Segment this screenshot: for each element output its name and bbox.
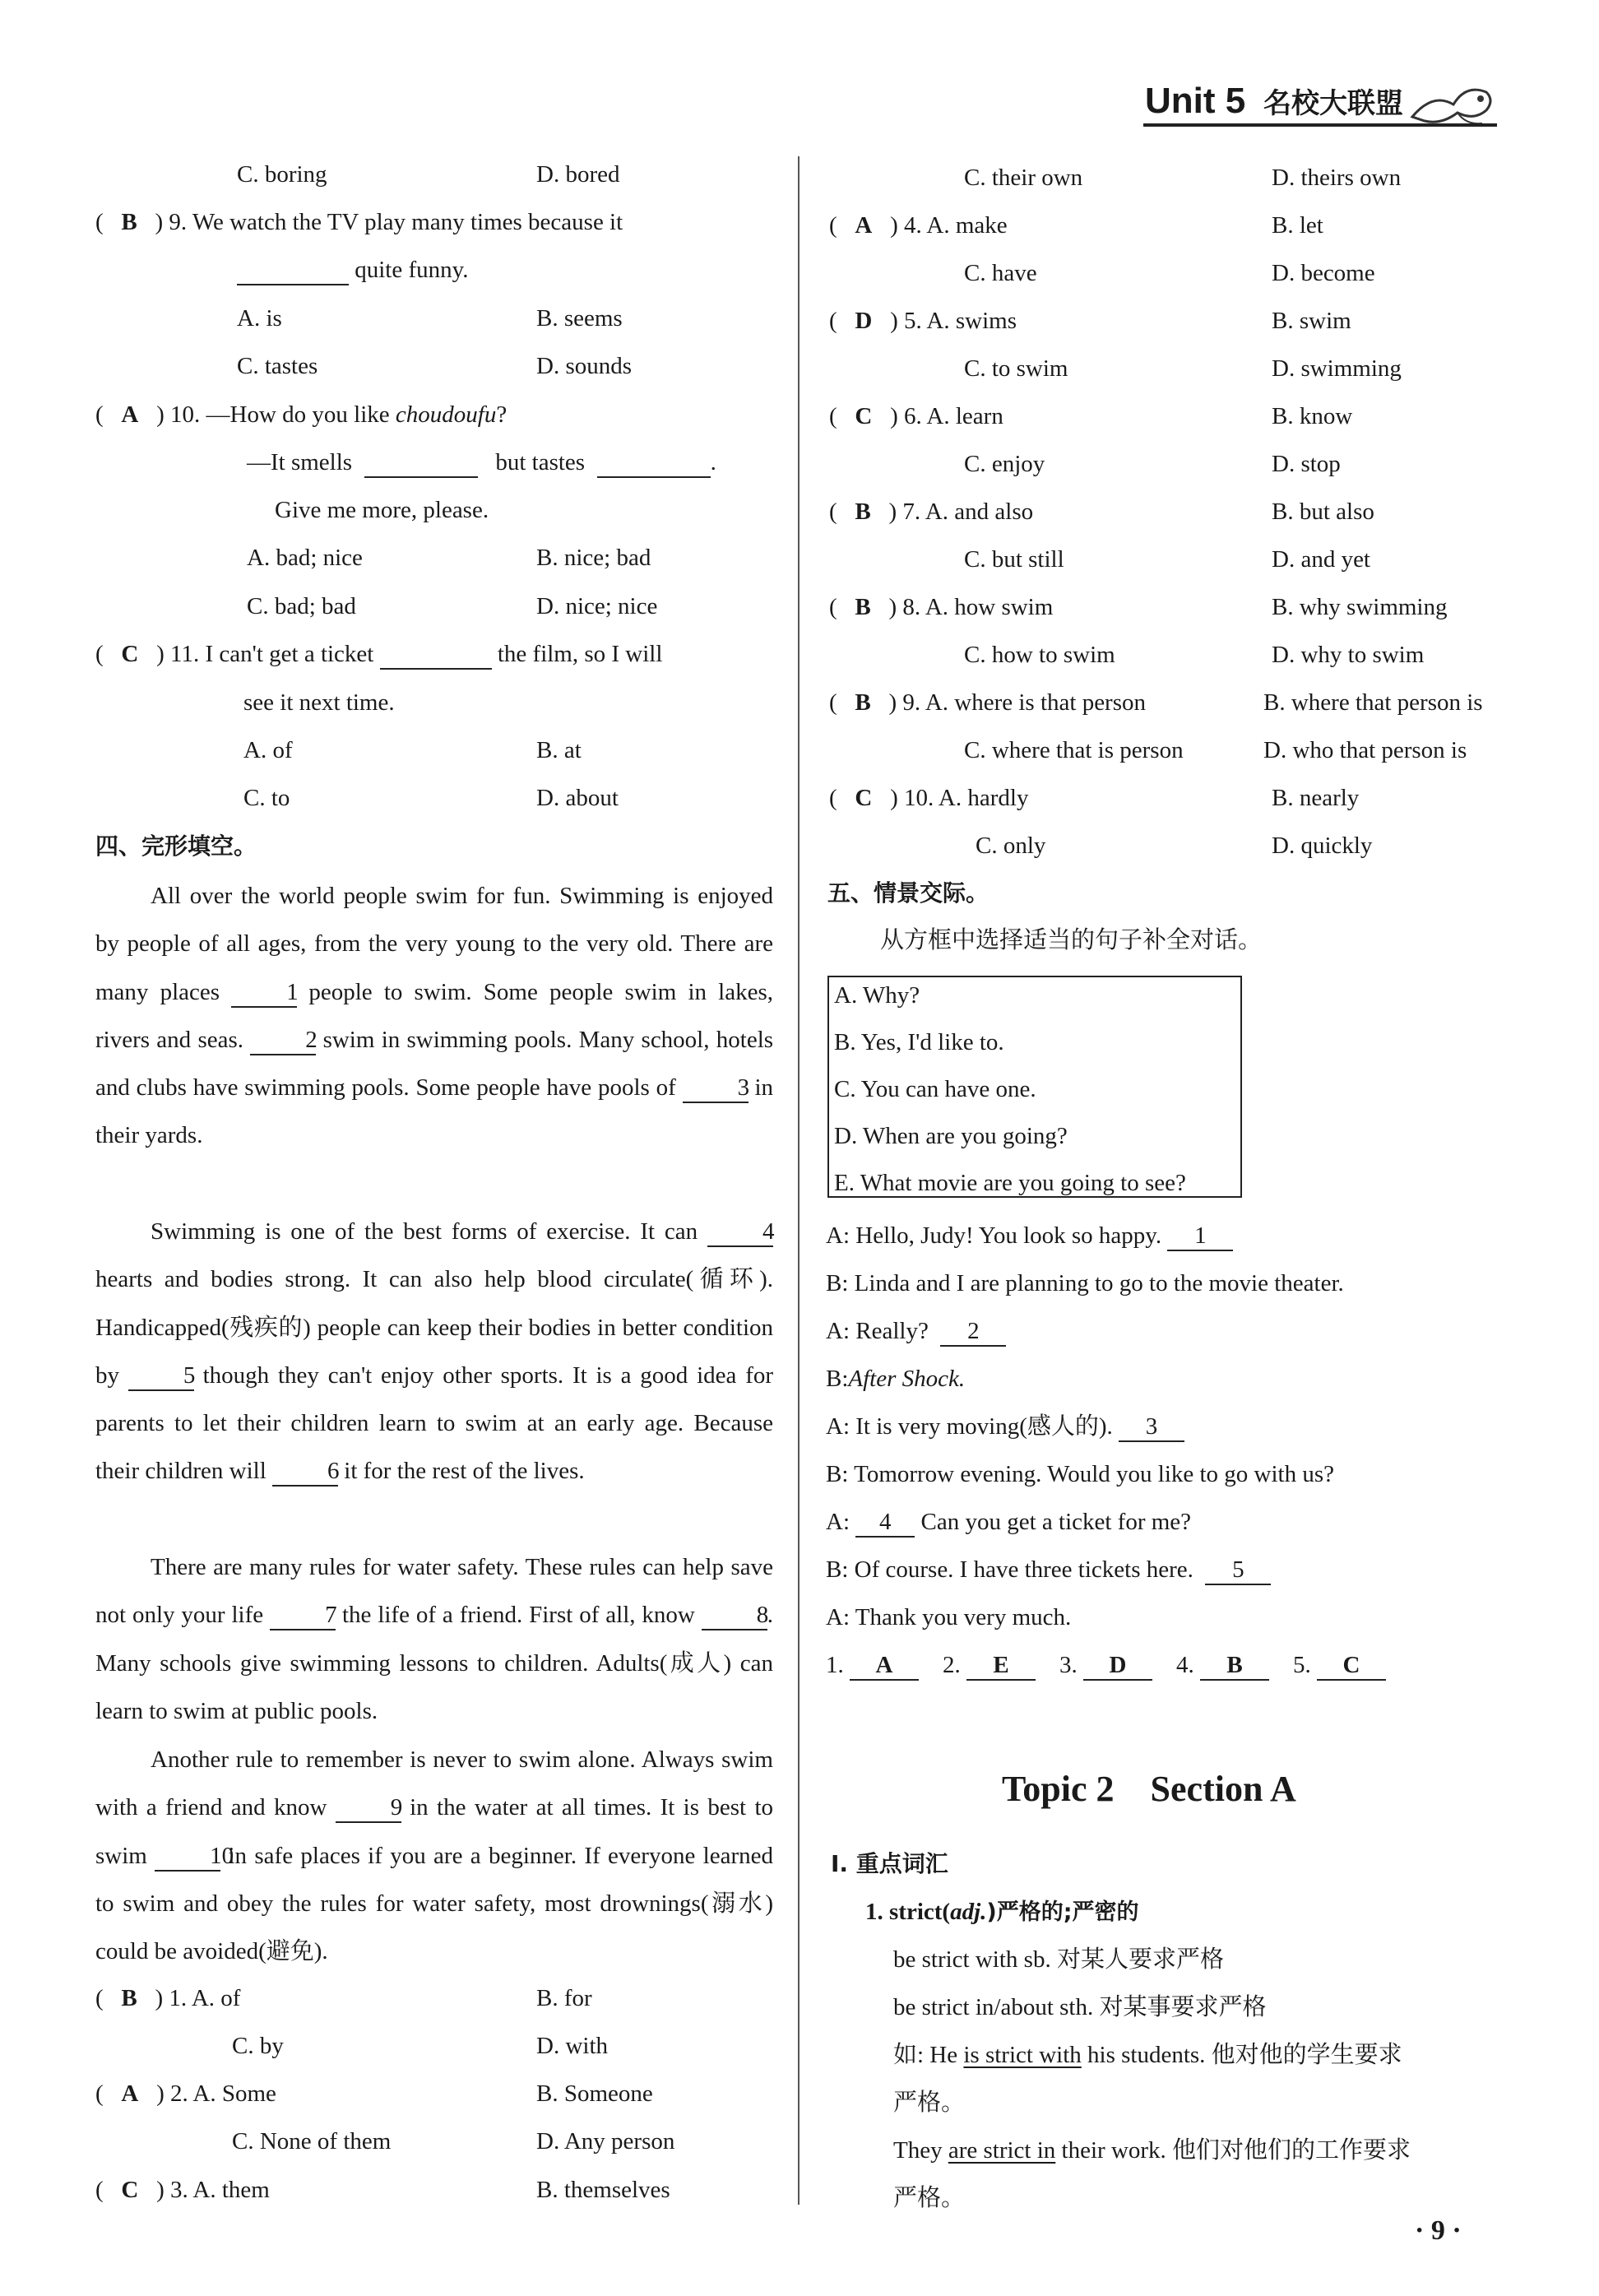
cloze-q9-answer: B (855, 689, 871, 716)
q10-stem2a: —It smells (247, 449, 353, 475)
vocab-line-2: be strict in/about sth. 对某事要求严格 (893, 1994, 1267, 2020)
cloze-q1: ( B ) 1. A. of (95, 1985, 241, 2011)
cloze-q6-option-b: B. know (1272, 403, 1353, 429)
cloze-q9-option-d: D. who that person is (1263, 737, 1467, 763)
cloze-q1-answer: B (121, 1985, 137, 2011)
vocab-example-1: 如: He is strict with his students. 他对他的学生要求 (893, 2042, 1402, 2068)
option-e: E. What movie are you going to see? (834, 1170, 1186, 1196)
cloze-paragraph-4: Another rule to remember is never to swim alone. Always swim with a friend and know 9 in the water at all times. It is best to swim 10 in safe places if you are a beginner. If everyone learned to swim and obey the rules for water safety, most drownings(溺水) could be avoided(避免). (95, 1746, 774, 1965)
dialogue-answer-2: E (966, 1651, 1036, 1681)
q9-option-a: A. is (237, 305, 282, 332)
vocab-heading: Ⅰ. 重点词汇 (831, 1850, 948, 1877)
dialogue-blank-2: 2 (940, 1317, 1006, 1347)
header-unit: Unit 5 (1145, 81, 1246, 121)
cloze-blank-1: 1 (231, 978, 297, 1008)
cloze-q10-option-b: B. nearly (1272, 785, 1360, 811)
cloze-paragraph-2: Swimming is one of the best forms of exercise. It can 4 hearts and bodies strong. It can also help blood circulate(循环). Handicapped(残疾的) people can keep their bodies in better condition by 5 though they can't enjoy other sports. It is a good idea for parents to let their children learn to swim at an early age. Because their children will 6 it for the rest of the lives. (95, 1208, 773, 1496)
cloze-q5-answer: D (855, 308, 873, 334)
q10-stem-end: ? (496, 401, 508, 428)
vocab-example-2: They are strict in their work. 他们对他们的工作要求 (893, 2137, 1411, 2164)
topic-title: Topic 2 Section A (1002, 1769, 1296, 1809)
q10-stem: ( A ) 10. —How do you like choudoufu? (95, 401, 508, 428)
cloze-q6-option-d: D. stop (1272, 451, 1341, 477)
cloze-blank-9: 9 (336, 1793, 401, 1823)
dialogue-line-9: A: Thank you very much. (826, 1604, 1072, 1630)
cloze-q6: ( C ) 6. A. learn (829, 403, 1003, 429)
q9-option-b: B. seems (536, 305, 623, 332)
header-rule (1143, 123, 1497, 127)
option-a: A. Why? (834, 982, 920, 1009)
dialogue-line-2: B: Linda and I are planning to go to the movie theater. (826, 1270, 1344, 1296)
cloze-q3-option-b: B. themselves (536, 2177, 670, 2203)
q9-stem-line2 (237, 253, 469, 286)
cloze-q8-option-c: C. how to swim (964, 642, 1115, 668)
cloze-q8-option-b: B. why swimming (1272, 594, 1448, 620)
q9-stem: ( B ) 9. We watch the TV play many times because it (95, 209, 623, 235)
cloze-blank-10: 10 (155, 1842, 220, 1872)
q11-answer: C (121, 641, 139, 667)
q10-stem-text: ) 10. —How do you like (156, 401, 390, 428)
cloze-q5-option-c: C. to swim (964, 355, 1068, 382)
cloze-q4-answer: A (855, 212, 873, 239)
cloze-blank-3: 3 (683, 1074, 749, 1103)
q11-stem-line2: see it next time. (243, 689, 395, 716)
q10-stem-line3: Give me more, please. (275, 497, 489, 523)
q10-option-c: C. bad; bad (247, 593, 356, 619)
dialogue-answer-5: C (1317, 1651, 1386, 1681)
dialogue-line-7: A: 4 Can you get a ticket for me? (826, 1505, 1191, 1538)
cloze-q10-option-d: D. quickly (1272, 833, 1373, 859)
vocab-example-1-cont: 严格。 (893, 2090, 966, 2116)
cloze-q8-option-d: D. why to swim (1272, 642, 1425, 668)
dialogue-answer-4: B (1200, 1651, 1269, 1681)
q8-option-c: C. boring (237, 161, 327, 188)
dialogue-line-1: A: Hello, Judy! You look so happy. 1 (826, 1219, 1233, 1252)
q10-stem-italic: choudoufu (395, 401, 497, 428)
dialogue-answer-3: D (1083, 1651, 1152, 1681)
dialogue-blank-5: 5 (1205, 1556, 1271, 1585)
header-series: 名校大联盟 (1263, 87, 1403, 120)
dialogue-answer-1: A (850, 1651, 919, 1681)
dialogue-blank-1: 1 (1167, 1222, 1233, 1251)
cloze-q5: ( D ) 5. A. swims (829, 308, 1017, 334)
dialogue-blank-4: 4 (855, 1508, 915, 1538)
cloze-q1-option-c: C. by (232, 2033, 284, 2059)
q11-option-d: D. about (536, 785, 619, 811)
option-b: B. Yes, I'd like to. (834, 1029, 1004, 1055)
option-d: D. When are you going? (834, 1123, 1068, 1149)
blank (237, 256, 349, 285)
cloze-q2: ( A ) 2. A. Some (95, 2080, 276, 2107)
cloze-q2-answer: A (121, 2080, 139, 2107)
q11-option-b: B. at (536, 737, 582, 763)
cloze-q10: ( C ) 10. A. hardly (829, 785, 1029, 811)
cloze-blank-4: 4 (707, 1218, 773, 1247)
q9-answer: B (121, 209, 137, 235)
option-c: C. You can have one. (834, 1076, 1036, 1102)
dialogue-line-3: A: Really? 2 (826, 1315, 1006, 1347)
cloze-q10-answer: C (855, 785, 873, 811)
q9-stem-text: ) 9. We watch the TV play many times because it (155, 209, 623, 235)
cloze-q8: ( B ) 8. A. how swim (829, 594, 1054, 620)
vocab-line-1: be strict with sb. 对某人要求严格 (893, 1946, 1224, 1973)
cloze-q9-option-c: C. where that is person (964, 737, 1184, 763)
cloze-paragraph-1: All over the world people swim for fun. Swimming is enjoyed by people of all ages, from the very young to the very old. There are many places 1 people to swim. Some people swim in lakes, rivers and seas. 2 swim in swimming pools. Many school, hotels and clubs have swimming pools. Some people have pools of 3 in their yards. (95, 883, 774, 1149)
cloze-q7-option-b: B. but also (1272, 499, 1374, 525)
dialogue-answers: 1. A 2. E 3. D 4. B 5. C (826, 1649, 1386, 1681)
q11-stem-text-b: the film, so I will (497, 641, 663, 667)
cloze-q7: ( B ) 7. A. and also (829, 499, 1034, 525)
dialogue-heading: 五、情景交际。 (827, 879, 990, 907)
cloze-blank-2: 2 (250, 1026, 316, 1055)
q11-stem-text: ) 11. I can't get a ticket (156, 641, 374, 667)
cloze-q2-option-c: C. None of them (232, 2128, 392, 2155)
cloze-q8-answer: B (855, 594, 871, 620)
dialogue-blank-3: 3 (1119, 1412, 1184, 1442)
q10-stem2b: but tastes (495, 449, 586, 475)
q9-option-d: D. sounds (536, 353, 633, 379)
cloze-q3: ( C ) 3. A. them (95, 2177, 270, 2203)
q10-stem-line2: —It smells but tastes . (247, 446, 716, 479)
page-number: · 9 · (1415, 2215, 1462, 2246)
dialogue-line-8: B: Of course. I have three tickets here. 5 (826, 1553, 1271, 1586)
cloze-q1-option-d: D. with (536, 2033, 608, 2059)
q10-option-a: A. bad; nice (247, 545, 363, 571)
cloze-q6-option-c: C. enjoy (964, 451, 1045, 477)
q11-option-a: A. of (243, 737, 293, 763)
dialogue-line-6: B: Tomorrow evening. Would you like to go with us? (826, 1461, 1335, 1487)
cloze-q7-answer: B (855, 499, 871, 525)
cloze-q9: ( B ) 9. A. where is that person (829, 689, 1147, 716)
cloze-q3-answer: C (121, 2177, 139, 2203)
cloze-q4-option-d: D. become (1272, 260, 1375, 286)
dialogue-line-5: A: It is very moving(感人的). 3 (826, 1410, 1184, 1443)
cloze-q3-option-d: D. theirs own (1272, 165, 1402, 191)
cloze-q7-option-c: C. but still (964, 546, 1064, 573)
vocab-example-2-cont: 严格。 (893, 2185, 966, 2211)
cloze-q4-option-b: B. let (1272, 212, 1323, 239)
cloze-q2-option-d: D. Any person (536, 2128, 675, 2155)
cloze-q3-option-c: C. their own (964, 165, 1083, 191)
cloze-q6-answer: C (855, 403, 873, 429)
cloze-blank-8: 8 (702, 1601, 767, 1630)
blank (380, 640, 492, 670)
cloze-q9-option-b: B. where that person is (1263, 689, 1483, 716)
vocab-item-strict: 1. strict(adj.)严格的;严密的 (865, 1899, 1139, 1925)
dialogue-line-4: B:After Shock. (826, 1366, 966, 1392)
cloze-q5-option-d: D. swimming (1272, 355, 1402, 382)
q8-option-d: D. bored (536, 161, 620, 188)
cloze-paragraph-3: There are many rules for water safety. These rules can help save not only your life 7 the life of a friend. First of all, know 8. Many schools give swimming lessons to children. Adults(成人) can learn to swim at public pools. (95, 1554, 774, 1724)
q11-stem: ( C ) 11. I can't get a ticket the film, so I will (95, 638, 662, 670)
cloze-q4: ( A ) 4. A. make (829, 212, 1008, 239)
cloze-q1-option-b: B. for (536, 1985, 592, 2011)
cloze-q4-option-c: C. have (964, 260, 1037, 286)
blank (364, 448, 478, 478)
cloze-blank-5: 5 (128, 1361, 194, 1391)
column-divider (798, 156, 800, 2205)
cloze-blank-6: 6 (272, 1457, 338, 1487)
q9-option-c: C. tastes (237, 353, 318, 379)
movie-title: After Shock. (848, 1366, 966, 1392)
q10-answer: A (121, 401, 139, 428)
cloze-blank-7: 7 (270, 1601, 336, 1630)
dragon-ornament-icon (1408, 76, 1499, 128)
cloze-q2-option-b: B. Someone (536, 2080, 653, 2107)
dialogue-instruction: 从方框中选择适当的句子补全对话。 (880, 925, 1263, 953)
q9-stem-text2: quite funny. (355, 257, 469, 283)
q10-option-d: D. nice; nice (536, 593, 658, 619)
cloze-q10-option-c: C. only (976, 833, 1046, 859)
cloze-heading: 四、完形填空。 (95, 833, 257, 860)
cloze-q5-option-b: B. swim (1272, 308, 1351, 334)
cloze-q7-option-d: D. and yet (1272, 546, 1370, 573)
q11-option-c: C. to (243, 785, 290, 811)
q10-option-b: B. nice; bad (536, 545, 651, 571)
blank (597, 448, 711, 478)
